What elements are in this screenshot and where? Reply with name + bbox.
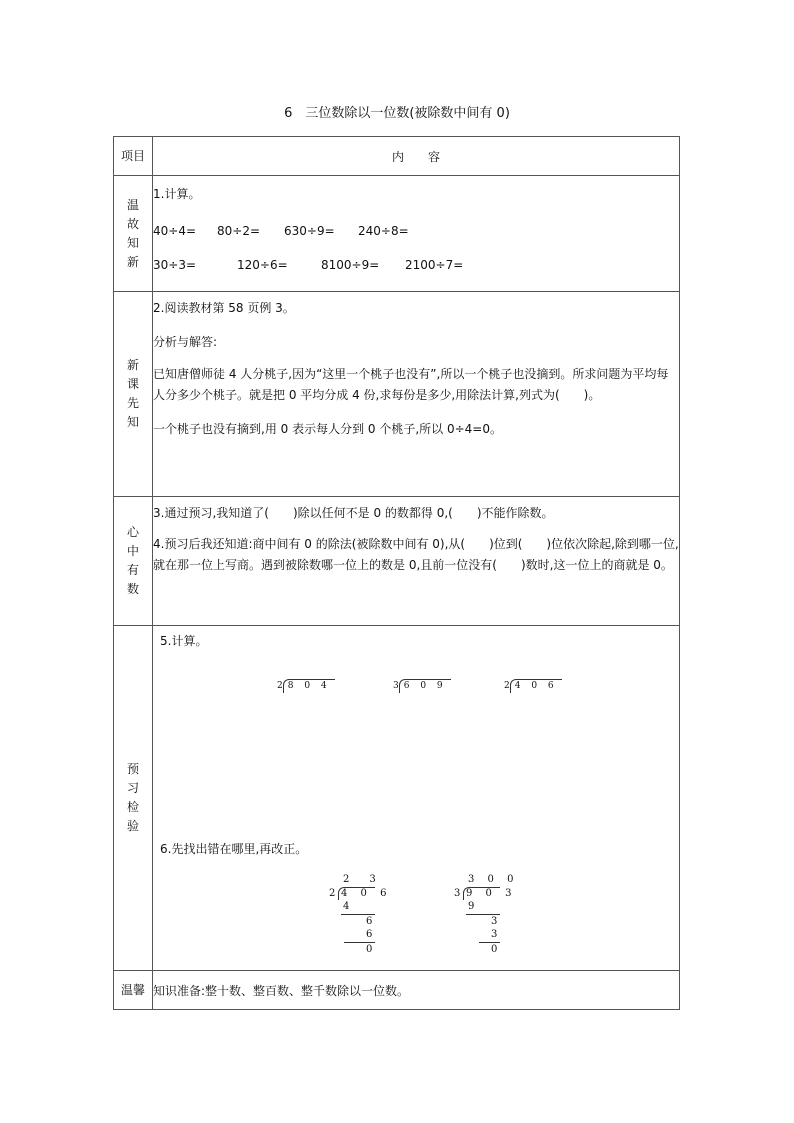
preview-label: 预习检验	[126, 762, 139, 833]
rule-line	[341, 914, 375, 915]
q5-text: 5.计算。	[160, 634, 208, 648]
divisor: 3	[393, 681, 399, 691]
header-row	[114, 137, 680, 176]
q1-text: 1.计算。	[153, 187, 201, 201]
dividend: 4 0 6	[341, 888, 392, 899]
quotient: 3 0 0	[468, 874, 519, 885]
calc-item: 80÷2=	[217, 224, 261, 238]
tip-label: 温馨	[120, 982, 145, 997]
analysis-text: 分析与解答:	[153, 335, 218, 349]
tip-content	[153, 971, 680, 1010]
tip-label-cell	[114, 971, 153, 1010]
new-row	[114, 292, 680, 497]
heart-label-cell	[114, 497, 153, 626]
header-item	[114, 137, 153, 176]
rule-line	[344, 942, 375, 943]
long-division-1	[277, 679, 335, 693]
calc-item: 8100÷9=	[321, 258, 380, 272]
divisor: 3	[454, 888, 466, 899]
wrong-division-2	[454, 874, 519, 958]
calc-item: 40÷4=	[153, 224, 197, 238]
header-content	[153, 137, 680, 176]
remainder: 0	[491, 944, 503, 955]
step-3: 6	[366, 929, 378, 940]
new-label: 新课先知	[126, 358, 139, 429]
divisor: 2	[504, 681, 510, 691]
q6-text: 6.先找出错在哪里,再改正。	[160, 842, 308, 856]
page-title: 6 三位数除以一位数(被除数中间有 0)	[284, 106, 510, 121]
quotient: 2 3	[343, 874, 381, 885]
dividend: 4 0 6	[510, 679, 562, 693]
dividend: 9 0 3	[466, 888, 517, 899]
calc-item: 120÷6=	[237, 258, 288, 272]
long-division-3	[504, 679, 562, 693]
preview-label-cell	[114, 626, 153, 971]
step-2: 6	[366, 916, 378, 927]
tip-row	[114, 971, 680, 1010]
calc-item: 240÷8=	[358, 224, 409, 238]
step-1: 4	[343, 901, 355, 912]
divisor: 2	[329, 888, 341, 899]
calc-item: 630÷9=	[284, 224, 335, 238]
q4-text: 4.预习后我还知道:商中间有 0 的除法(被除数中间有 0),从( )位到( )位依次除起,除到哪一位,就在那一位上写商。遇到被除数哪一位上的数是 0,且前一位没有( )数时,这一位上的商就是 0。	[153, 537, 679, 572]
calc-item: 2100÷7=	[405, 258, 464, 272]
rule-line	[479, 942, 500, 943]
preview-content	[153, 626, 680, 971]
heart-content	[153, 497, 680, 626]
q3-text: 3.通过预习,我知道了( )除以任何不是 0 的数都得 0,( )不能作除数。	[153, 506, 554, 520]
new-label-cell	[114, 292, 153, 497]
calc-item: 30÷3=	[153, 258, 197, 272]
long-division-2	[393, 679, 451, 693]
new-content	[153, 292, 680, 497]
step-3: 3	[491, 929, 503, 940]
header-content-label: 内 容	[391, 149, 440, 164]
heart-row	[114, 497, 680, 626]
review-content	[153, 176, 680, 292]
wrong-division-1	[329, 874, 392, 958]
header-item-label: 项目	[120, 148, 145, 163]
review-row	[114, 176, 680, 292]
dividend: 6 0 9	[399, 679, 451, 693]
para-b: 一个桃子也没有摘到,用 0 表示每人分到 0 个桃子,所以 0÷4=0。	[153, 422, 502, 436]
step-2: 3	[491, 916, 503, 927]
preview-row	[114, 626, 680, 971]
rule-line	[466, 914, 500, 915]
review-label-cell	[114, 176, 153, 292]
dividend: 8 0 4	[283, 679, 335, 693]
calc-row-2	[153, 258, 679, 272]
remainder: 0	[366, 944, 378, 955]
divisor: 2	[277, 681, 283, 691]
q2-text: 2.阅读教材第 58 页例 3。	[153, 301, 295, 315]
heart-label: 心中有数	[126, 525, 139, 596]
calc-row-1	[153, 224, 679, 238]
step-1: 9	[468, 901, 480, 912]
para-a: 已知唐僧师徒 4 人分桃子,因为“这里一个桃子也没有”,所以一个桃子也没摘到。所求问题为平均每人分多少个桃子。就是把 0 平均分成 4 份,求每份是多少,用除法计算,列式为( )。	[153, 367, 669, 402]
worksheet-table	[113, 136, 680, 1010]
review-label: 温故知新	[126, 197, 139, 269]
tip-text: 知识准备:整十数、整百数、整千数除以一位数。	[153, 983, 410, 998]
